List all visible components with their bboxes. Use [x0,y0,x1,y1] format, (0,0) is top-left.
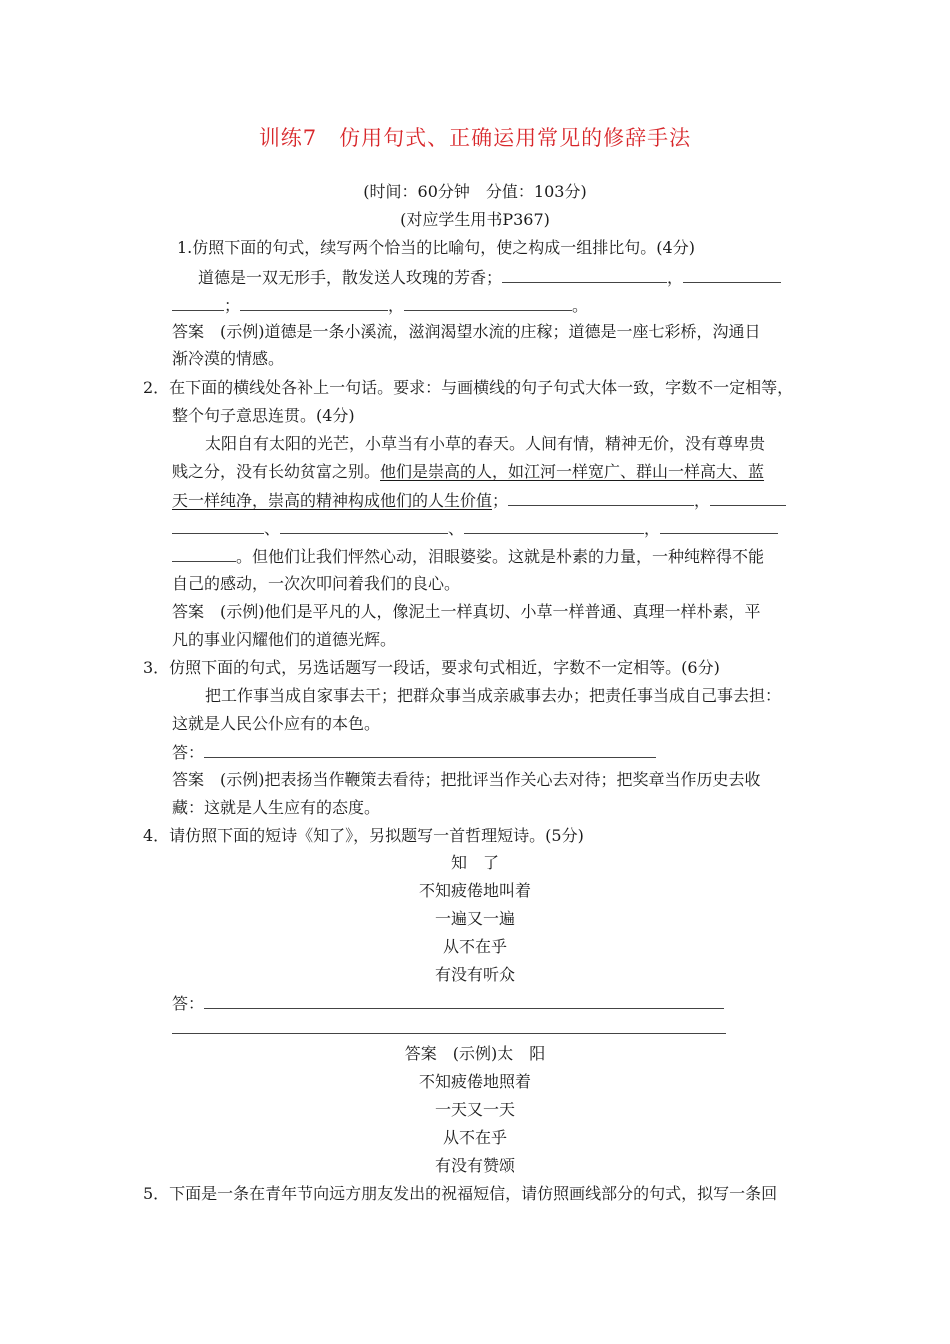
q2-answer-cont: 凡的事业闪耀他们的道德光辉。 [172,630,397,649]
q4-answer-line: 答： [172,992,724,1015]
underlined-sentence: 天一样纯净，崇高的精神构成他们的人生价值 [172,491,493,510]
answer-blank[interactable] [280,517,448,534]
answer-blank[interactable] [502,266,667,283]
q2-passage: 天一样纯净，崇高的精神构成他们的人生价值； ， [172,489,786,512]
q2-passage: 自己的感动，一次次叩问着我们的良心。 [172,574,461,593]
answer-blank[interactable] [404,294,572,311]
q2-passage: 贱之分，没有长幼贫富之别。他们是崇高的人，如江河一样宽广、群山一样高大、蓝 [172,462,765,481]
page-title: 训练7 仿用句式、正确运用常见的修辞手法 [258,126,692,150]
q3-passage: 这就是人民公仆应有的本色。 [172,714,381,733]
answer-blank[interactable] [204,992,724,1009]
q3-answer: 答案 (示例)把表扬当作鞭策去看待；把批评当作关心去对待；把奖章当作历史去收 [172,770,761,789]
answer-blank[interactable] [464,517,644,534]
answer-poem-line: 不知疲倦地照着 [418,1072,531,1091]
answer-blank[interactable] [172,294,224,311]
answer-poem-line: 从不在乎 [442,1128,507,1147]
q2-passage: 。但他们让我们怦然心动，泪眼婆娑。这就是朴素的力量，一种纯粹得不能 [172,545,764,568]
answer-blank[interactable] [240,294,388,311]
q1-blanks-line: ； ， 。 [172,294,588,317]
poem-title: 知 了 [450,853,499,872]
q3-passage: 把工作事当成自家事去干；把群众事当成亲戚事去办；把责任事当成自己事去担： [205,686,782,705]
answer-blank[interactable] [710,489,786,506]
q1-stem: 1.仿照下面的句式，续写两个恰当的比喻句，使之构成一组排比句。(4分) [177,238,695,257]
q2-answer: 答案 (示例)他们是平凡的人，像泥土一样真切、小草一样普通、真理一样朴素，平 [172,602,761,621]
q3-answer-line: 答： [172,741,656,764]
answer-blank[interactable] [660,517,778,534]
poem-line: 有没有听众 [434,965,515,984]
answer-blank[interactable] [508,489,694,506]
answer-poem-line: 有没有赞颂 [434,1156,515,1175]
q4-stem: 4．请仿照下面的短诗《知了》，另拟题写一首哲理短诗。(5分) [143,826,584,845]
answer-blank[interactable] [683,266,781,283]
q3-answer-cont: 藏：这就是人生应有的态度。 [172,798,381,817]
exam-time-score: (时间：60分钟 分值：103分) [363,182,587,201]
q4-answer-head: 答案 (示例)太 阳 [404,1044,546,1063]
q2-passage: 太阳自有太阳的光芒，小草当有小草的春天。人间有情，精神无价，没有尊卑贵 [205,434,766,453]
q2-stem-cont: 整个句子意思连贯。(4分) [172,406,355,425]
q1-answer-cont: 渐冷漠的情感。 [172,349,285,368]
poem-line: 一遍又一遍 [434,909,515,928]
answer-blank[interactable] [172,545,236,562]
poem-line: 从不在乎 [442,937,507,956]
q2-stem: 2．在下面的横线处各补上一句话。要求：与画横线的句子句式大体一致，字数不一定相等， [143,378,794,397]
q2-blanks-line: 、 、 ， [172,517,778,540]
q3-stem: 3．仿照下面的句式，另选话题写一段话，要求句式相近，字数不一定相等。(6分) [143,658,720,677]
underlined-sentence: 他们是崇高的人，如江河一样宽广、群山一样高大、蓝 [380,462,765,481]
poem-line: 不知疲倦地叫着 [418,881,531,900]
answer-blank[interactable] [172,1033,726,1034]
answer-blank[interactable] [172,517,264,534]
q1-text: 道德是一双无形手，散发送人玫瑰的芳香； ， [198,266,781,289]
answer-blank[interactable] [204,741,656,758]
answer-poem-line: 一天又一天 [434,1100,515,1119]
q1-answer: 答案 (示例)道德是一条小溪流，滋润渴望水流的庄稼；道德是一座七彩桥，沟通日 [172,322,761,341]
q5-stem: 5．下面是一条在青年节向远方朋友发出的祝福短信，请仿照画线部分的句式，拟写一条回 [143,1184,778,1203]
book-reference: (对应学生用书P367) [400,210,550,229]
